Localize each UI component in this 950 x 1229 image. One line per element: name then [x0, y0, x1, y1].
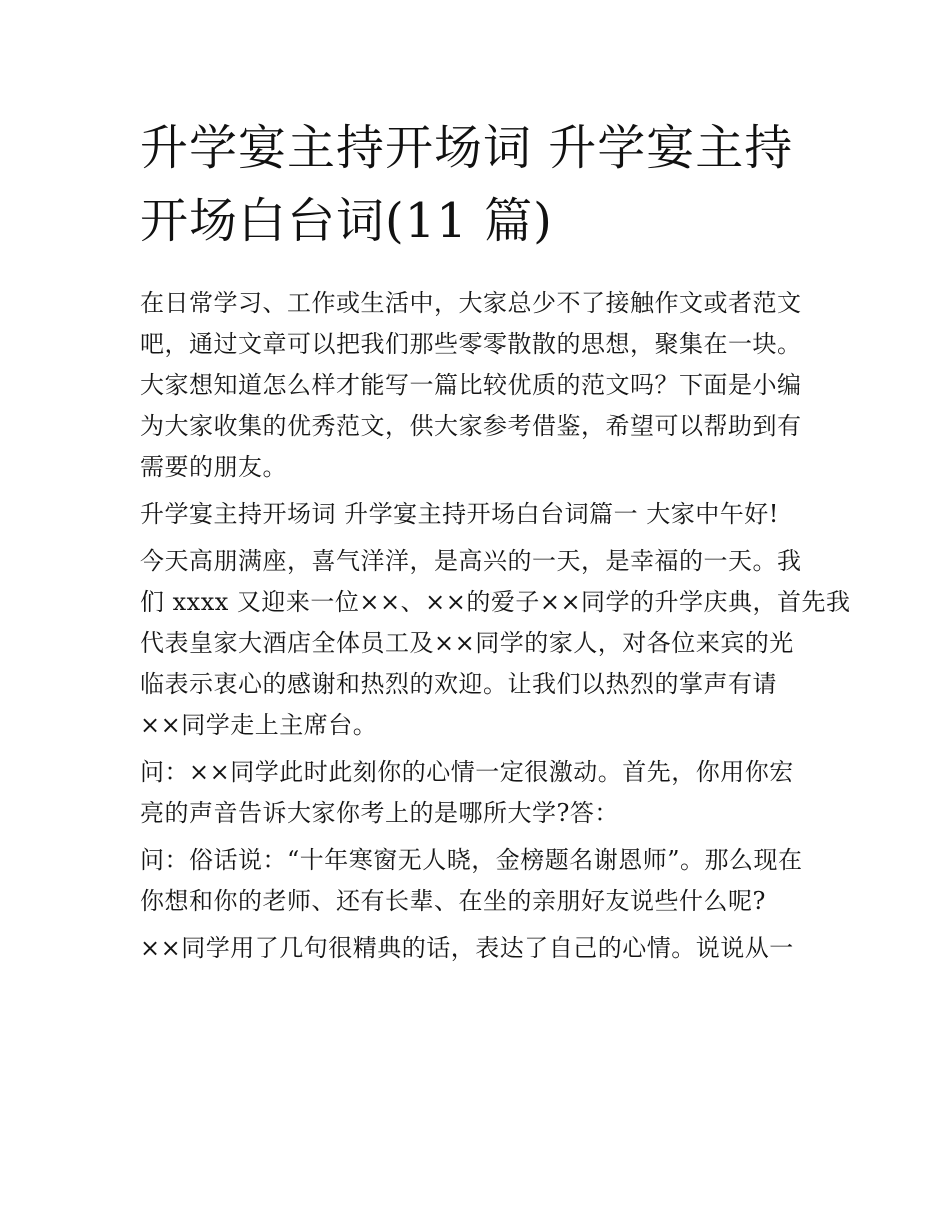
text-line: ××同学用了几句很精典的话，表达了自己的心情。说说从一 — [140, 934, 794, 962]
intro-paragraph — [140, 280, 820, 491]
title-line: 开场白台词(11 篇) — [140, 193, 553, 249]
text-line: 升学宴主持开场词 升学宴主持开场白台词篇一 大家中午好! — [140, 500, 779, 528]
text-line: 大家想知道怎么样才能写一篇比较优质的范文吗？下面是小编 — [140, 371, 802, 399]
text-line: 在日常学习、工作或生活中，大家总少不了接触作文或者范文 — [140, 289, 802, 317]
text-line: 们 xxxx 又迎来一位××、××的爱子××同学的升学庆典，首先我 — [140, 588, 851, 616]
question-paragraph — [140, 749, 820, 837]
text-line: 代表皇家大酒店全体员工及××同学的家人，对各位来宾的光 — [140, 629, 794, 657]
text-line: 为大家收集的优秀范文，供大家参考借鉴，希望可以帮助到有 — [140, 412, 802, 440]
section-heading-paragraph — [140, 491, 820, 538]
document-body — [140, 280, 851, 972]
text-line: 你想和你的老师、还有长辈、在坐的亲朋好友说些什么呢? — [140, 887, 766, 915]
text-line: 问：××同学此时此刻你的心情一定很激动。首先，你用你宏 — [140, 758, 794, 786]
closing-paragraph — [140, 925, 820, 972]
question-paragraph — [140, 837, 820, 925]
text-line: 问：俗话说：“十年寒窗无人晓，金榜题名谢恩师”。那么现在 — [140, 846, 803, 874]
opening-paragraph — [140, 538, 851, 749]
text-line: 需要的朋友。 — [140, 453, 287, 481]
text-line: ××同学走上主席台。 — [140, 711, 378, 739]
title-line: 升学宴主持开场词 升学宴主持 — [140, 120, 794, 176]
document-title — [140, 112, 820, 258]
text-line: 临表示衷心的感谢和热烈的欢迎。让我们以热烈的掌声有请 — [140, 670, 777, 698]
text-line: 亮的声音告诉大家你考上的是哪所大学?答： — [140, 799, 619, 827]
text-line: 吧，通过文章可以把我们那些零零散散的思想，聚集在一块。 — [140, 330, 802, 358]
text-line: 今天高朋满座，喜气洋洋，是高兴的一天，是幸福的一天。我 — [140, 547, 802, 575]
